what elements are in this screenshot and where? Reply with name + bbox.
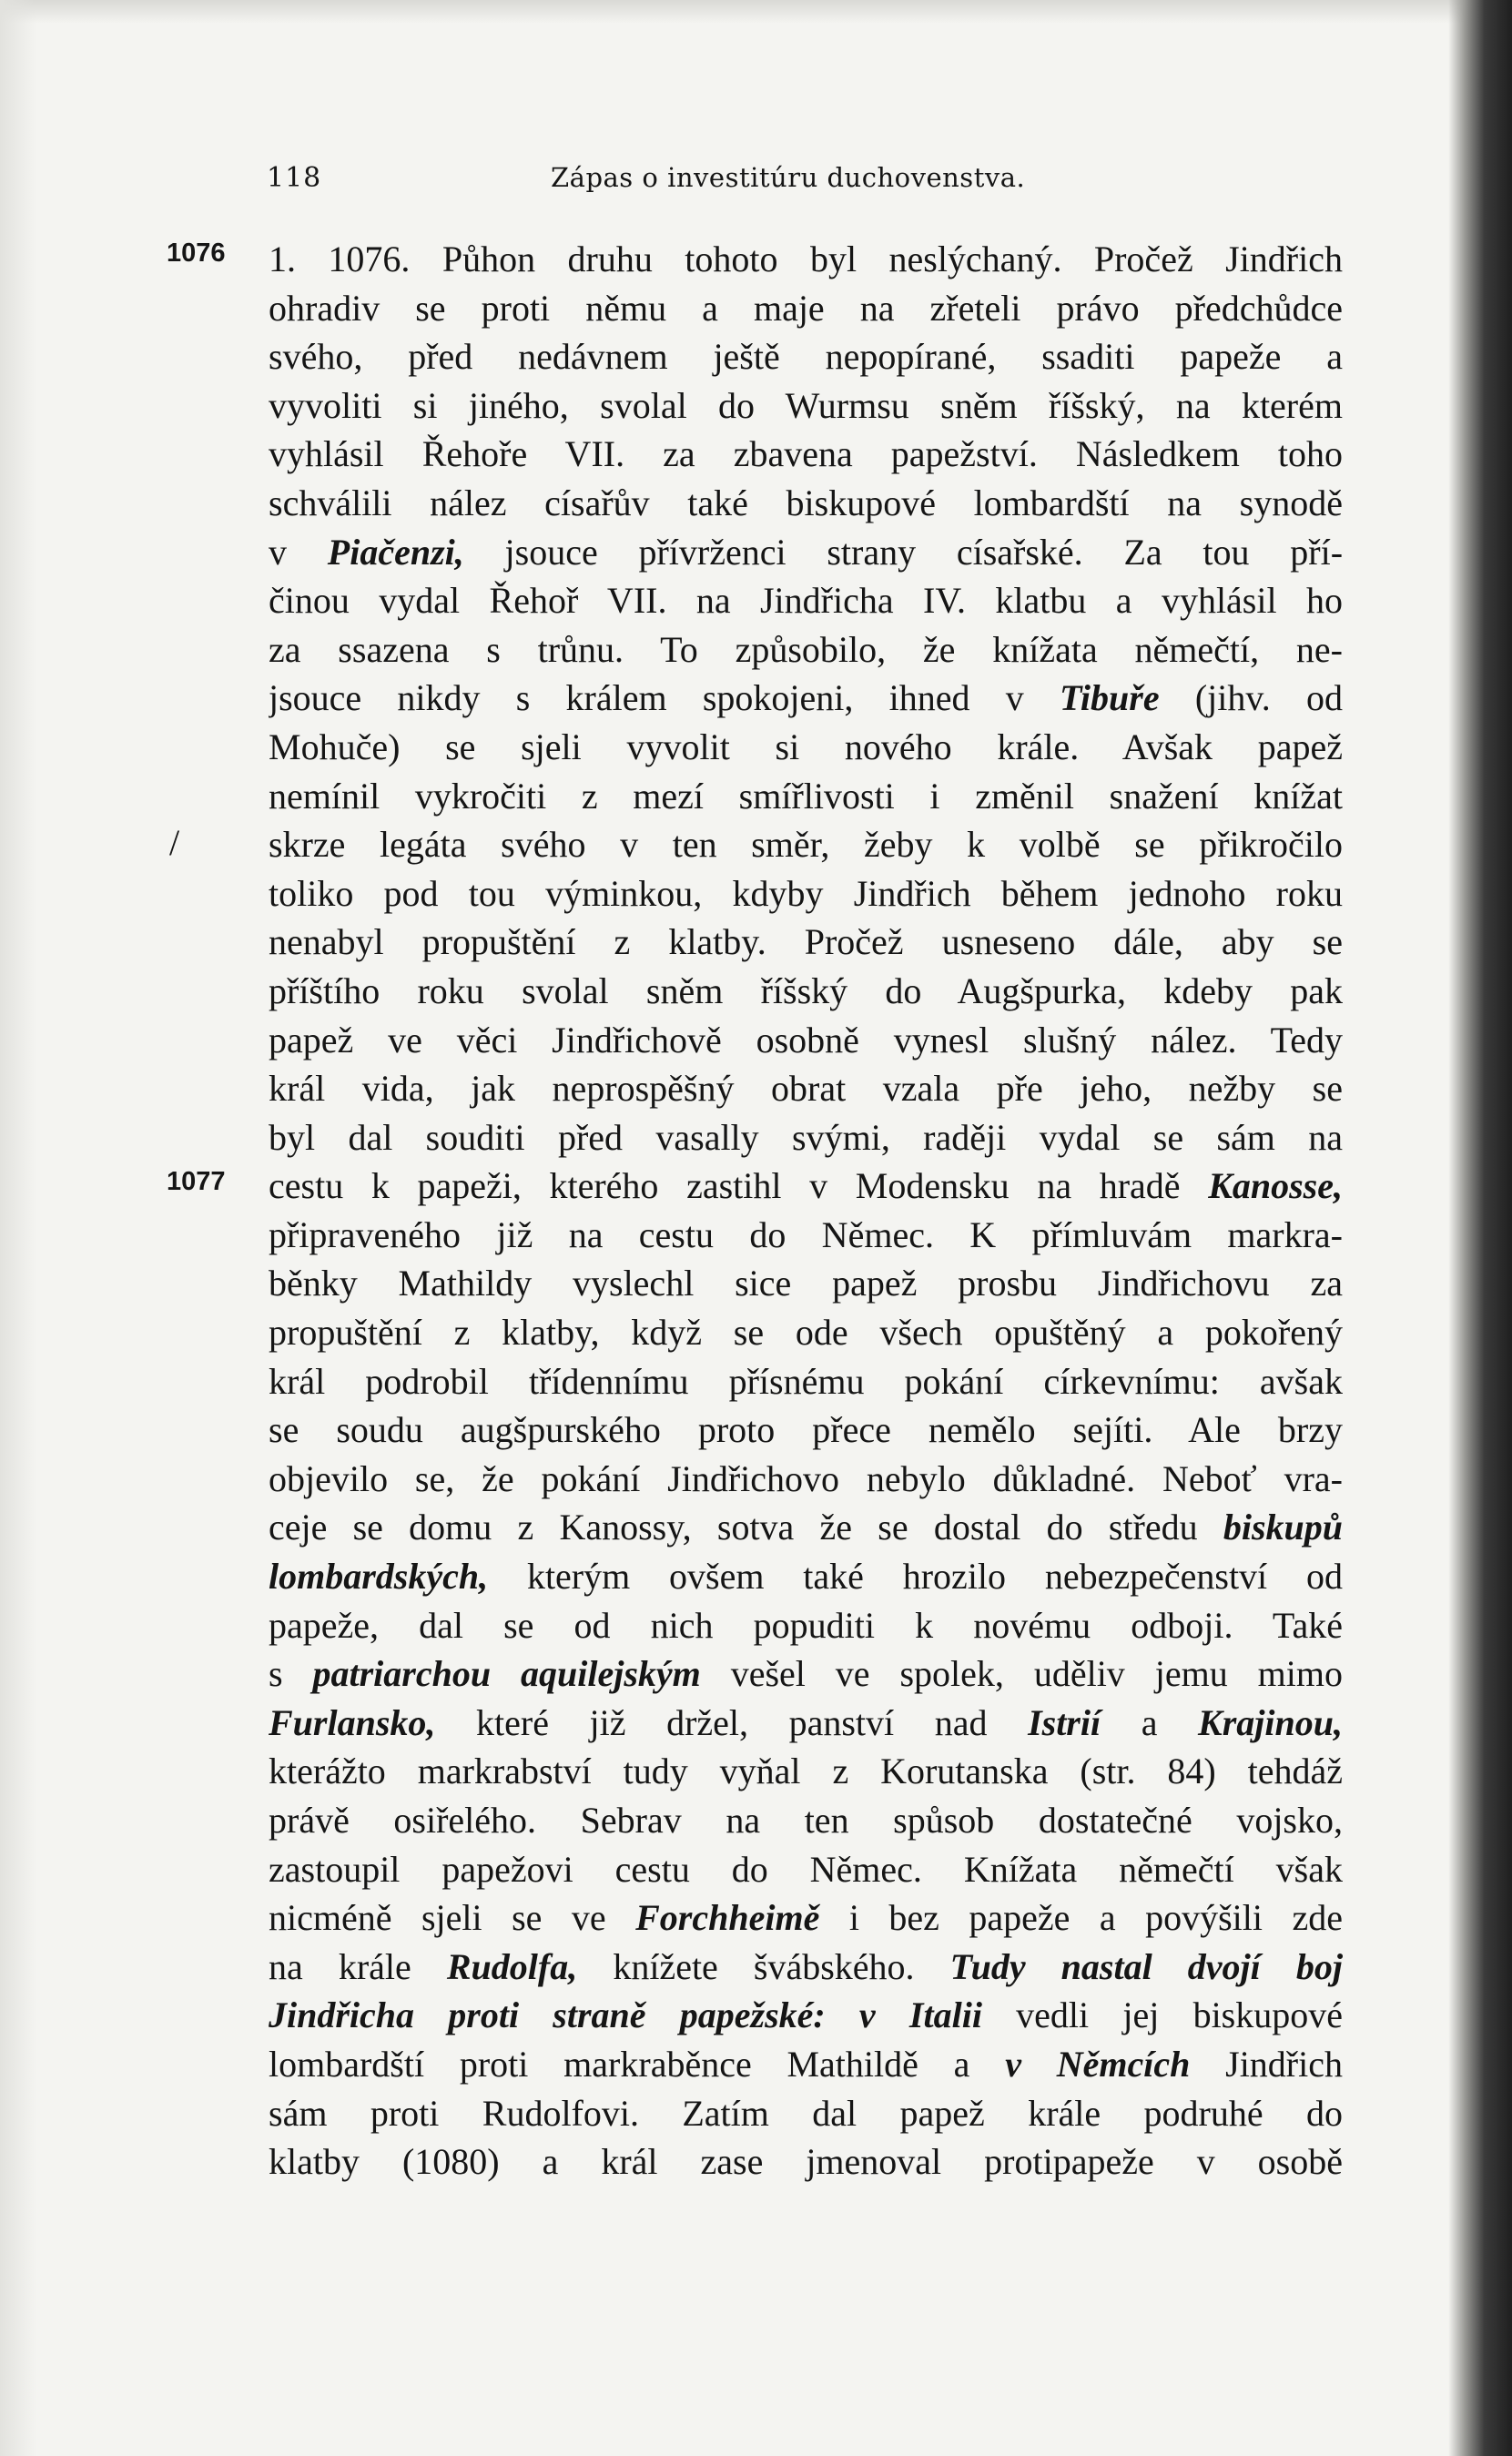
italic-phrase: patriarchou aquilejským (312, 1653, 701, 1695)
italic-phrase: Krajinou, (1198, 1701, 1343, 1743)
text-line: na krále Rudolfa, knížete švábského. Tudy nastal dvojí boj (269, 1945, 1343, 1987)
scan-edge-left (0, 0, 36, 2456)
text-line: vyhlásil Řehoře VII. za zbavena papežství. Následkem toho (269, 433, 1343, 475)
text-line: právě osiřelého. Sebrav na ten spůsob dostatečné vojsko, (269, 1800, 1343, 1841)
body-text (269, 235, 1343, 2187)
text-line: za ssazena s trůnu. To způsobilo, že knížata němečtí, ne- (269, 628, 1343, 670)
text-line: klatby (1080) a král zase jmenoval protipapeže v osobě (269, 2141, 1343, 2183)
text-line: zastoupil papežovi cestu do Němec. Knížata němečtí však (269, 1848, 1343, 1890)
text-line: král podrobil třídennímu přísnému pokání církevnímu: avšak (269, 1360, 1343, 1402)
text-line: vyvoliti si jiného, svolal do Wurmsu sněm říšský, na kterém (269, 384, 1343, 426)
text-line: činou vydal Řehoř VII. na Jindřicha IV. klatbu a vyhlásil ho (269, 580, 1343, 622)
text-line: lombardští proti markraběnce Mathildě a v Němcích Jindřich (269, 2043, 1343, 2085)
italic-phrase: Tibuře (1059, 677, 1160, 719)
text-line: král vida, jak neprospěšný obrat vzala pře jeho, nežby se (269, 1068, 1343, 1110)
text-line: připraveného již na cestu do Němec. K přímluvám markra- (269, 1213, 1343, 1255)
running-head (267, 162, 1336, 198)
page-number: 118 (267, 162, 322, 194)
text-line: běnky Mathildy vyslechl sice papež prosbu Jindřichovu za (269, 1263, 1343, 1304)
text-line: příštího roku svolal sněm říšský do Augšpurka, kdeby pak (269, 969, 1343, 1011)
italic-phrase: v Němcích (1005, 2043, 1191, 2085)
text-line: kterážto markrabství tudy vyňal z Korutanska (str. 84) tehdáž (269, 1751, 1343, 1792)
text-line: sám proti Rudolfovi. Zatím dal papež krále podruhé do (269, 2092, 1343, 2134)
text-line: skrze legáta svého v ten směr, žeby k volbě se přikročilo (269, 824, 1343, 866)
text-line: papeže, dal se od nich popuditi k novému odboji. Také (269, 1604, 1343, 1646)
text-line: se soudu augšpurského proto přece nemělo sejíti. Ale brzy (269, 1409, 1343, 1451)
text-line: nenabyl propuštění z klatby. Pročež usneseno dále, aby se (269, 921, 1343, 963)
text-line: cestu k papeži, kterého zastihl v Modensku na hradě Kanosse, (269, 1165, 1343, 1207)
text-line: objevilo se, že pokání Jindřichovo nebylo důkladné. Neboť vra- (269, 1457, 1343, 1499)
text-line: svého, před nedávnem ještě nepopírané, ssaditi papeže a (269, 336, 1343, 378)
text-line: papež ve věci Jindřichově osobně vynesl slušný nález. Tedy (269, 1019, 1343, 1061)
text-line: byl dal souditi před vasally svými, raději vydal se sám na (269, 1116, 1343, 1158)
text-line: jsouce nikdy s králem spokojeni, ihned v Tibuře (jihv. od (269, 677, 1343, 719)
text-line: Jindřicha proti straně papežské: v Italii vedli jej biskupové (269, 1994, 1343, 2036)
text-line: v Piačenzi, jsouce přívrženci strany císařské. Za tou pří- (269, 531, 1343, 573)
text-line: propuštění z klatby, když se ode všech opuštěný a pokořený (269, 1312, 1343, 1354)
italic-phrase: biskupů (1223, 1507, 1343, 1548)
text-line: Furlansko, které již držel, panství nad Istrií a Krajinou, (269, 1701, 1343, 1743)
text-line: Mohuče) se sjeli vyvolit si nového krále. Avšak papež (269, 726, 1343, 767)
italic-phrase: Tudy nastal dvojí boj (949, 1945, 1343, 1987)
italic-phrase: Furlansko, (269, 1701, 436, 1743)
margin-year-1077: 1077 (167, 1167, 226, 1196)
text-line: 1. 1076. Půhon druhu tohoto byl neslýchaný. Pročež Jindřich (269, 238, 1343, 279)
scan-edge-right (1448, 0, 1512, 2456)
scan-edge-top (0, 0, 1512, 24)
text-line: lombardských, kterým ovšem také hrozilo nebezpečenství od (269, 1556, 1343, 1598)
italic-phrase: Piačenzi, (327, 531, 464, 573)
text-line: nicméně sjeli se ve Forchheimě i bez papeže a povýšili zde (269, 1897, 1343, 1939)
text-line: ohradiv se proti němu a maje na zřeteli právo předchůdce (269, 287, 1343, 329)
margin-year-1076: 1076 (167, 238, 226, 268)
italic-phrase: Rudolfa, (446, 1945, 578, 1987)
italic-phrase: Istrií (1028, 1701, 1101, 1743)
text-line: ceje se domu z Kanossy, sotva že se dostal do středu biskupů (269, 1507, 1343, 1548)
text-line: s patriarchou aquilejským vešel ve spolek, uděliv jemu mimo (269, 1653, 1343, 1695)
italic-phrase: Forchheimě (635, 1897, 820, 1939)
margin-mark: / (169, 822, 180, 863)
running-title: Zápas o investitúru duchovenstva. (551, 162, 1026, 193)
text-line: nemínil vykročiti z mezí smířlivosti i změnil snažení knížat (269, 775, 1343, 817)
italic-phrase: Kanosse, (1208, 1165, 1343, 1207)
text-line: schválili nález císařův také biskupové lombardští na synodě (269, 482, 1343, 523)
italic-phrase: lombardských, (269, 1556, 489, 1598)
italic-phrase: Jindřicha proti straně papežské: v Italii (269, 1994, 982, 2036)
text-line: toliko pod tou výminkou, kdyby Jindřich během jednoho roku (269, 872, 1343, 914)
